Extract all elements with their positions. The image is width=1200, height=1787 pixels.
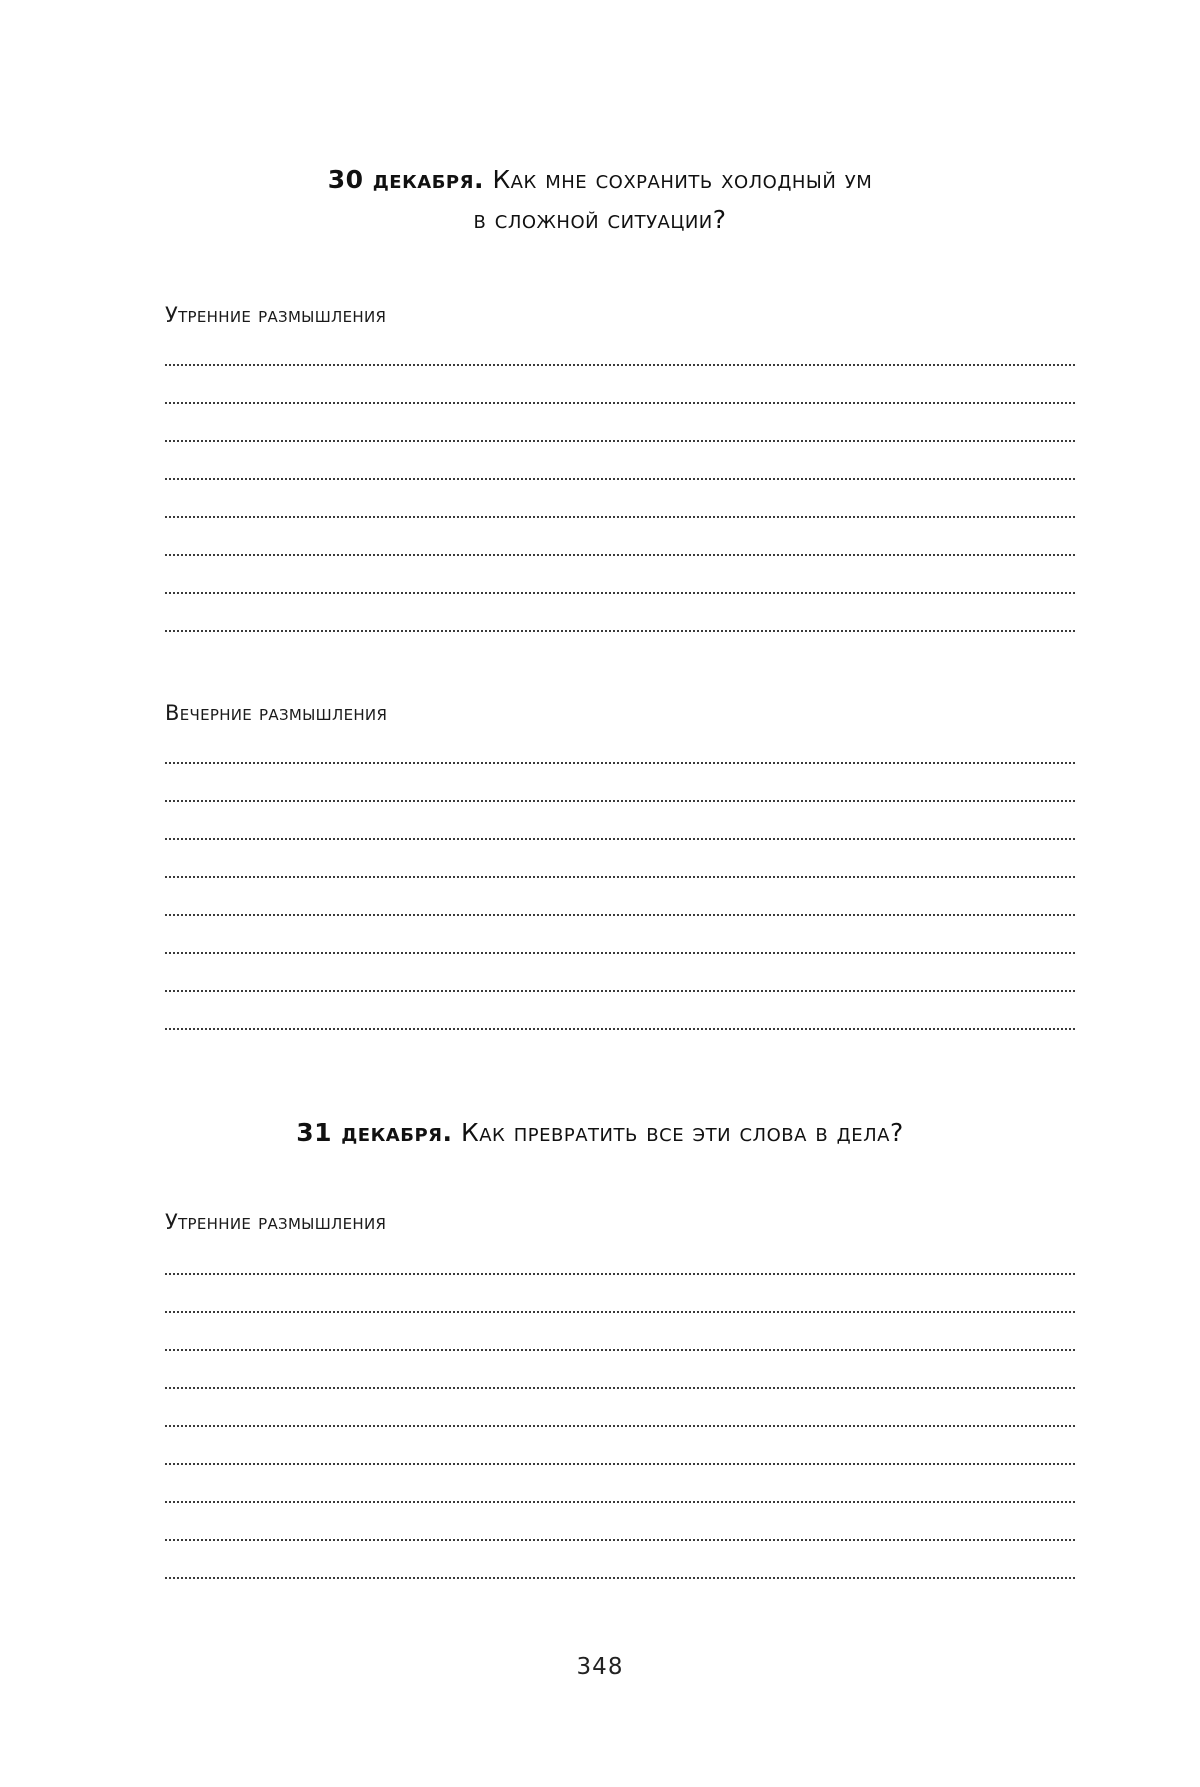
- page-number: 348: [576, 1654, 624, 1680]
- writing-line[interactable]: [165, 366, 1075, 404]
- writing-line[interactable]: [165, 726, 1075, 764]
- writing-line[interactable]: [165, 954, 1075, 992]
- writing-line[interactable]: [165, 1427, 1075, 1465]
- writing-line[interactable]: [165, 916, 1075, 954]
- writing-line[interactable]: [165, 840, 1075, 878]
- entry-30-question-part-1: Как мне сохранить холодный ум: [492, 165, 873, 194]
- writing-line[interactable]: [165, 1541, 1075, 1579]
- entry-31-heading-line-1: [0, 1113, 1200, 1153]
- writing-line[interactable]: [165, 992, 1075, 1030]
- writing-line[interactable]: [165, 1389, 1075, 1427]
- entry-31-question: Как превратить все эти слова в дела?: [460, 1118, 904, 1147]
- writing-line[interactable]: [165, 764, 1075, 802]
- writing-line[interactable]: [165, 594, 1075, 632]
- entry-30-morning-writing-lines[interactable]: [165, 328, 1075, 632]
- writing-line[interactable]: [165, 1351, 1075, 1389]
- entry-31-date: 31 декабря.: [296, 1118, 453, 1147]
- writing-line[interactable]: [165, 1237, 1075, 1275]
- entry-30-heading: [0, 160, 1200, 240]
- entry-30-evening-writing-lines[interactable]: [165, 726, 1075, 1030]
- writing-line[interactable]: [165, 1465, 1075, 1503]
- writing-line[interactable]: [165, 802, 1075, 840]
- entry-30-date: 30 декабря.: [327, 165, 484, 194]
- writing-line[interactable]: [165, 878, 1075, 916]
- entry-31-morning-label: Утренние размышления: [165, 1210, 387, 1234]
- entry-30-evening-label: Вечерние размышления: [165, 701, 388, 725]
- entry-31-morning-writing-lines[interactable]: [165, 1237, 1075, 1579]
- writing-line[interactable]: [165, 1503, 1075, 1541]
- entry-30-heading-line-1: [0, 160, 1200, 200]
- writing-line[interactable]: [165, 518, 1075, 556]
- writing-line[interactable]: [165, 556, 1075, 594]
- writing-line[interactable]: [165, 480, 1075, 518]
- entry-30-morning-label: Утренние размышления: [165, 303, 387, 327]
- entry-31-heading: [0, 1113, 1200, 1153]
- writing-line[interactable]: [165, 442, 1075, 480]
- writing-line[interactable]: [165, 404, 1075, 442]
- entry-30-question-part-2: в сложной ситуации?: [473, 205, 727, 234]
- writing-line[interactable]: [165, 1275, 1075, 1313]
- writing-line[interactable]: [165, 1313, 1075, 1351]
- writing-line[interactable]: [165, 328, 1075, 366]
